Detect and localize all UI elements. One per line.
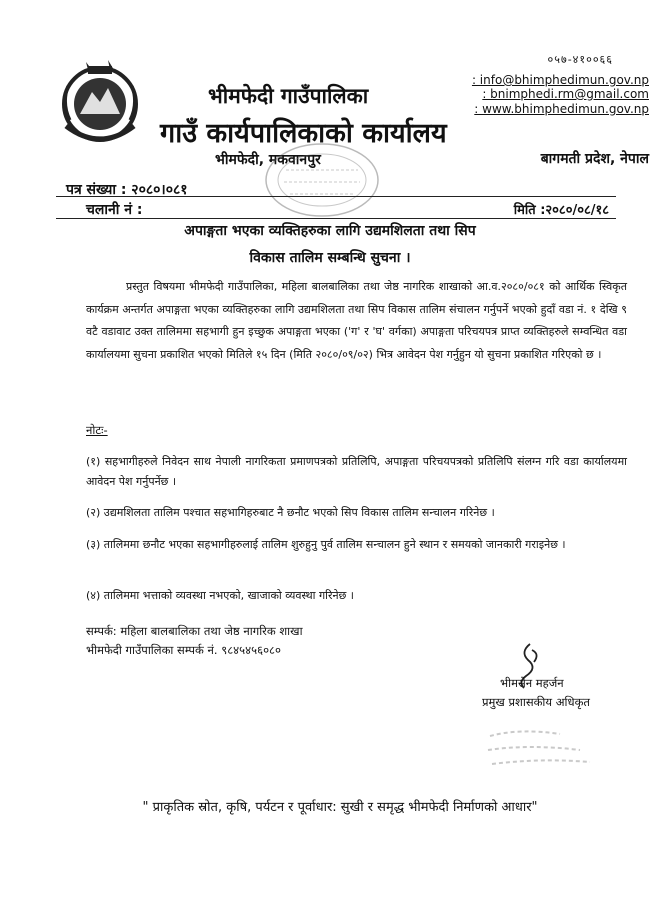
- notes-heading: नोटः-: [86, 423, 108, 437]
- contact-phone: भीमफेदी गाउँपालिका सम्पर्क नं. ९८४५४५६०८०: [86, 643, 282, 657]
- letter-reference-number: पत्र संख्या : २०८०।०८१: [66, 182, 188, 198]
- header-divider: [56, 196, 616, 197]
- notice-body-text: प्रस्तुत विषयमा भीमफेदी गाउँपालिका, महिला बालबालिका तथा जेष्ठ नागरिक शाखाको आ.व.२०८०/०८१ को आर्थिक स्विकृत कार्यक्रम अन्तर्गत अपाङ्गता भएका व्यक्तिहरुका लागि उद्यमशिलता तथा सिप विकास तालिम संचालन गर्नुपर्ने भएको हुदाँ वडा नं. १ देखि ९ वटै वडावाट उक्त तालिममा सहभागी हुन इच्छुक अपाङ्गता भएका ('ग' र 'घ' वर्गका) अपाङ्गता परिचयपत्र प्राप्त व्यक्तिहरुले सम्वन्धित वडा कार्यालयमा सुचना प्रकाशित भएको मितिले १५ दिन (मिति २०८०/०९/०२) भित्र आवेदन पेश गर्नुहुन यो सुचना प्रकाशित गरिएको छ ।: [86, 280, 627, 361]
- subject-line-1: अपाङ्गता भएका व्यक्तिहरुका लागि उद्यमशिलता तथा सिप: [184, 223, 476, 239]
- contact-section: सम्पर्क: महिला बालबालिका तथा जेष्ठ नागरिक शाखा: [86, 624, 303, 638]
- office-name: गाउँ कार्यपालिकाको कार्यालय: [160, 118, 447, 149]
- office-seal-stamp: [262, 140, 382, 220]
- nepal-government-emblem-icon: [58, 56, 142, 148]
- organization-name: भीमफेदी गाउँपालिका: [208, 84, 369, 108]
- signatory-stamp: [480, 722, 598, 772]
- phone-number: ०५७-४१००६६: [547, 53, 613, 66]
- dispatch-number: चलानी नं :: [86, 202, 143, 218]
- province-label: बागमती प्रदेश, नेपाल: [540, 151, 649, 167]
- footer-motto: " प्राकृतिक स्रोत, कृषि, पर्यटन र पूर्वाधार: सुखी र समृद्ध भीमफेदी निर्माणको आधार": [142, 800, 538, 815]
- signatory-name: भीमसेन महर्जन: [500, 676, 564, 690]
- note-item: (२) उद्यमशिलता तालिम पश्चात सहभागिहरुबाट नै छनौट भएको सिप विकास तालिम सन्चालन गरिनेछ ।: [86, 506, 495, 519]
- signatory-title: प्रमुख प्रशासकीय अधिकृत: [482, 695, 590, 709]
- email-link-2[interactable]: : bnimphedi.rm@gmail.com: [482, 87, 649, 101]
- office-address: भीमफेदी, मकवानपुर: [215, 152, 321, 168]
- email-link-1[interactable]: : info@bhimphedimun.gov.np: [471, 73, 649, 87]
- note-item: (३) तालिममा छनौट भएका सहभागीहरुलाई तालिम शुरुहुनु पुर्व तालिम सन्चालन हुने स्थान र समयको जानकारी गराइनेछ ।: [86, 538, 566, 551]
- subject-line-2: विकास तालिम सम्बन्धि सुचना ।: [249, 250, 411, 266]
- letter-date: मिति :२०८०/०८/१८: [513, 203, 609, 218]
- notice-body-paragraph: [86, 276, 627, 366]
- note-item: (४) तालिममा भत्ताको व्यवस्था नभएको, खाजाको व्यवस्था गरिनेछ ।: [86, 589, 354, 602]
- reference-divider: [56, 218, 616, 219]
- note-item: (१) सहभागीहरुले निवेदन साथ नेपाली नागरिकता प्रमाणपत्रको प्रतिलिपि, अपाङ्गता परिचयपत्रको प्रतिलिपि संलग्न गरि वडा कार्यालयमा आवेदन पेश गर्नुपर्नेछ ।: [86, 455, 627, 488]
- website-link[interactable]: : www.bhimphedimun.gov.np: [474, 102, 649, 116]
